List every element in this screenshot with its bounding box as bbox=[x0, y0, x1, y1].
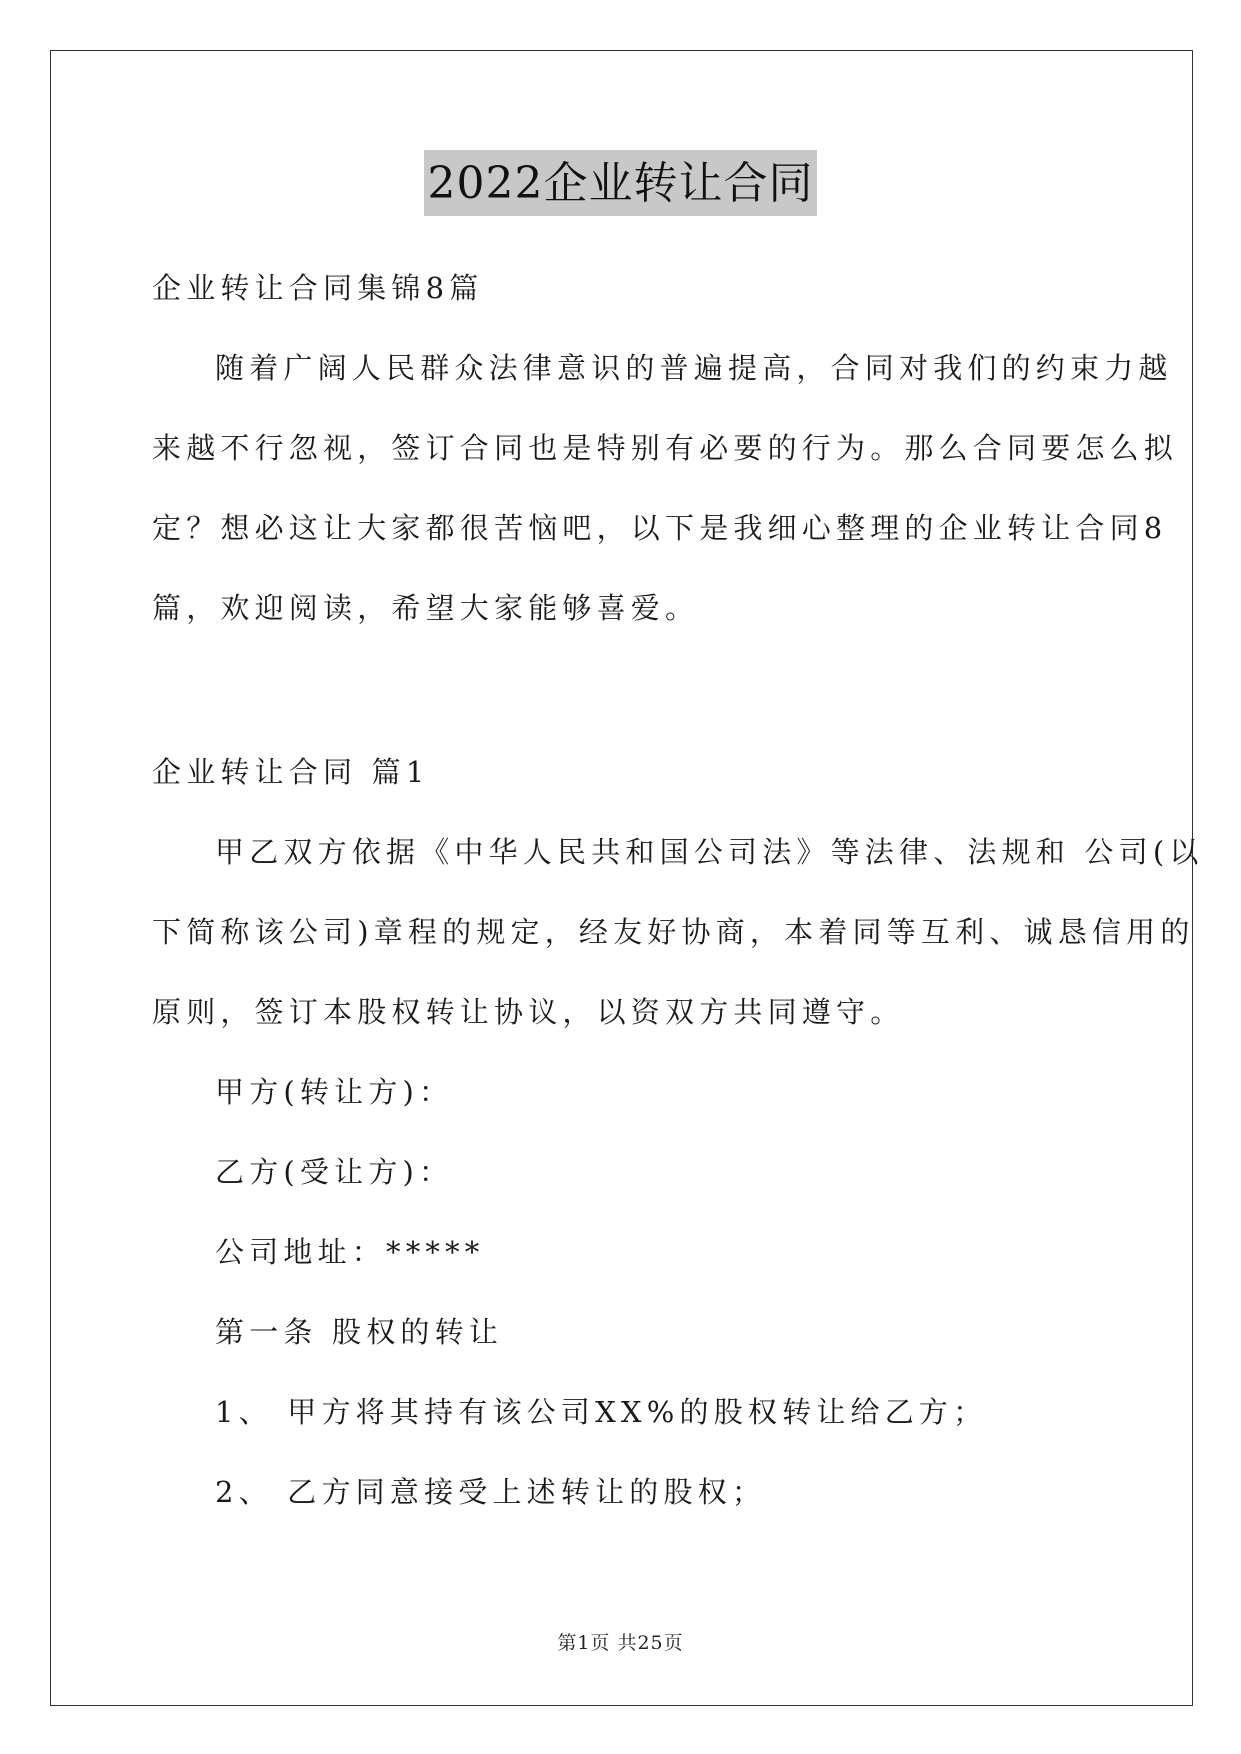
list-item: 1、 甲方将其持有该公司XX%的股权转让给乙方； bbox=[215, 1395, 988, 1429]
company-address: 公司地址：***** bbox=[215, 1235, 485, 1269]
document-title: 2022企业转让合同 bbox=[424, 150, 818, 216]
article-1-title: 第一条 股权的转让 bbox=[215, 1315, 504, 1349]
intro-line-2: 来越不行忽视，签订合同也是特别有必要的行为。那么合同要怎么拟 bbox=[152, 431, 1179, 465]
intro-line-3: 定？想必这让大家都很苦恼吧，以下是我细心整理的企业转让合同8 bbox=[152, 511, 1168, 545]
intro-line-4: 篇，欢迎阅读，希望大家能够喜爱。 bbox=[152, 591, 700, 625]
page-number: 第1页 共25页 bbox=[557, 1632, 684, 1654]
section-line-1: 甲乙双方依据《中华人民共和国公司法》等法律、法规和 公司(以 bbox=[215, 835, 1204, 869]
section-heading: 企业转让合同 篇1 bbox=[152, 755, 430, 789]
section-line-3: 原则，签订本股权转让协议，以资双方共同遵守。 bbox=[152, 995, 905, 1029]
title-container bbox=[0, 150, 1241, 216]
party-b-label: 乙方(受让方)： bbox=[215, 1155, 454, 1189]
list-item: 2、 乙方同意接受上述转让的股权； bbox=[215, 1475, 767, 1509]
document-subtitle: 企业转让合同集锦8篇 bbox=[152, 271, 484, 305]
intro-line-1: 随着广阔人民群众法律意识的普遍提高，合同对我们的约束力越 bbox=[215, 351, 1173, 385]
section-line-2: 下简称该公司)章程的规定，经友好协商，本着同等互利、诚恳信用的 bbox=[152, 915, 1195, 949]
party-a-label: 甲方(转让方)： bbox=[215, 1075, 454, 1109]
